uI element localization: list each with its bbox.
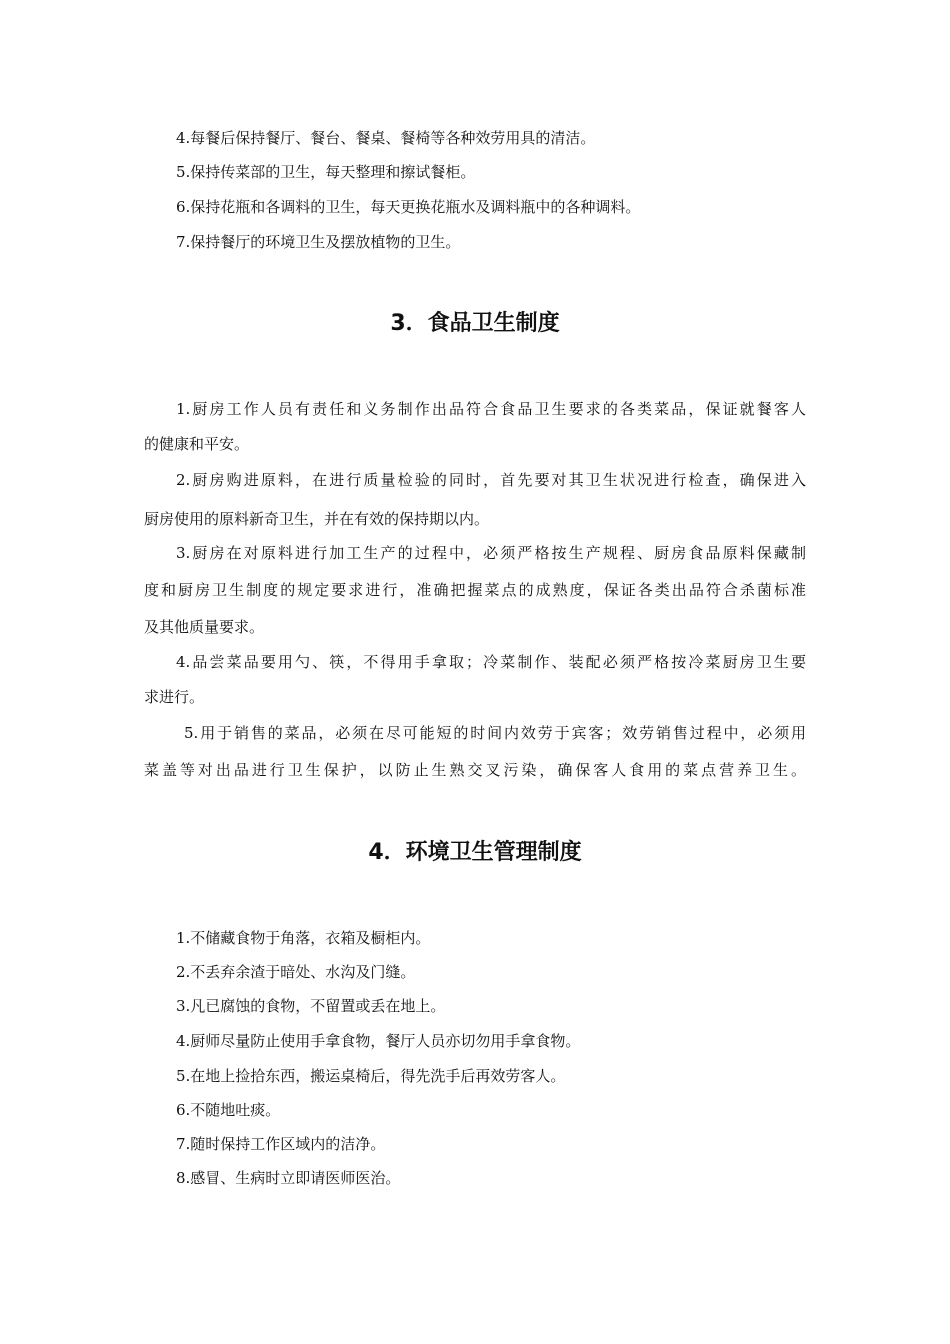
paragraph-line: 求进行。 xyxy=(144,688,205,706)
paragraph-line: 4.品尝菜品要用勺、筷，不得用手拿取；冷菜制作、装配必须严格按冷菜厨房卫生要 xyxy=(176,653,806,671)
list-item: 4.每餐后保持餐厅、餐台、餐桌、餐椅等各种效劳用具的清洁。 xyxy=(176,129,596,147)
list-item: 6.不随地吐痰。 xyxy=(176,1101,281,1119)
list-item: 5.保持传菜部的卫生，每天整理和擦试餐柜。 xyxy=(176,163,476,181)
list-item: 3.凡已腐蚀的食物，不留置或丢在地上。 xyxy=(176,997,446,1015)
list-item: 4.厨师尽量防止使用手拿食物，餐厅人员亦切勿用手拿食物。 xyxy=(176,1032,581,1050)
list-item: 5.在地上捡拾东西，搬运桌椅后，得先洗手后再效劳客人。 xyxy=(176,1067,566,1085)
paragraph-line: 2.厨房购进原料，在进行质量检验的同时，首先要对其卫生状况进行检查，确保进入 xyxy=(176,471,806,489)
list-item: 8.感冒、生病时立即请医师医治。 xyxy=(176,1169,401,1187)
section-heading: 4．环境卫生管理制度 xyxy=(368,840,582,865)
list-item: 6.保持花瓶和各调料的卫生，每天更换花瓶水及调料瓶中的各种调料。 xyxy=(176,198,641,216)
list-item: 2.不丢弃余渣于暗处、水沟及门缝。 xyxy=(176,963,416,981)
list-item: 1.不储藏食物于角落，衣箱及橱柜内。 xyxy=(176,929,431,947)
paragraph-line: 及其他质量要求。 xyxy=(144,618,265,636)
paragraph-line: 1.厨房工作人员有责任和义务制作出品符合食品卫生要求的各类菜品，保证就餐客人 xyxy=(176,400,806,418)
paragraph-line: 5.用于销售的菜品，必须在尽可能短的时间内效劳于宾客；效劳销售过程中，必须用 xyxy=(184,724,806,742)
paragraph-line: 菜盖等对出品进行卫生保护，以防止生熟交叉污染，确保客人食用的菜点营养卫生。 xyxy=(144,761,806,779)
list-item: 7.随时保持工作区域内的洁净。 xyxy=(176,1135,386,1153)
paragraph-line: 厨房使用的原料新奇卫生，并在有效的保持期以内。 xyxy=(144,510,490,528)
paragraph-line: 度和厨房卫生制度的规定要求进行，准确把握菜点的成熟度，保证各类出品符合杀菌标准 xyxy=(144,581,806,599)
paragraph-line: 的健康和平安。 xyxy=(144,435,250,453)
paragraph-line: 3.厨房在对原料进行加工生产的过程中，必须严格按生产规程、厨房食品原料保藏制 xyxy=(176,544,806,562)
section-heading: 3．食品卫生制度 xyxy=(390,311,560,336)
list-item: 7.保持餐厅的环境卫生及摆放植物的卫生。 xyxy=(176,233,461,251)
